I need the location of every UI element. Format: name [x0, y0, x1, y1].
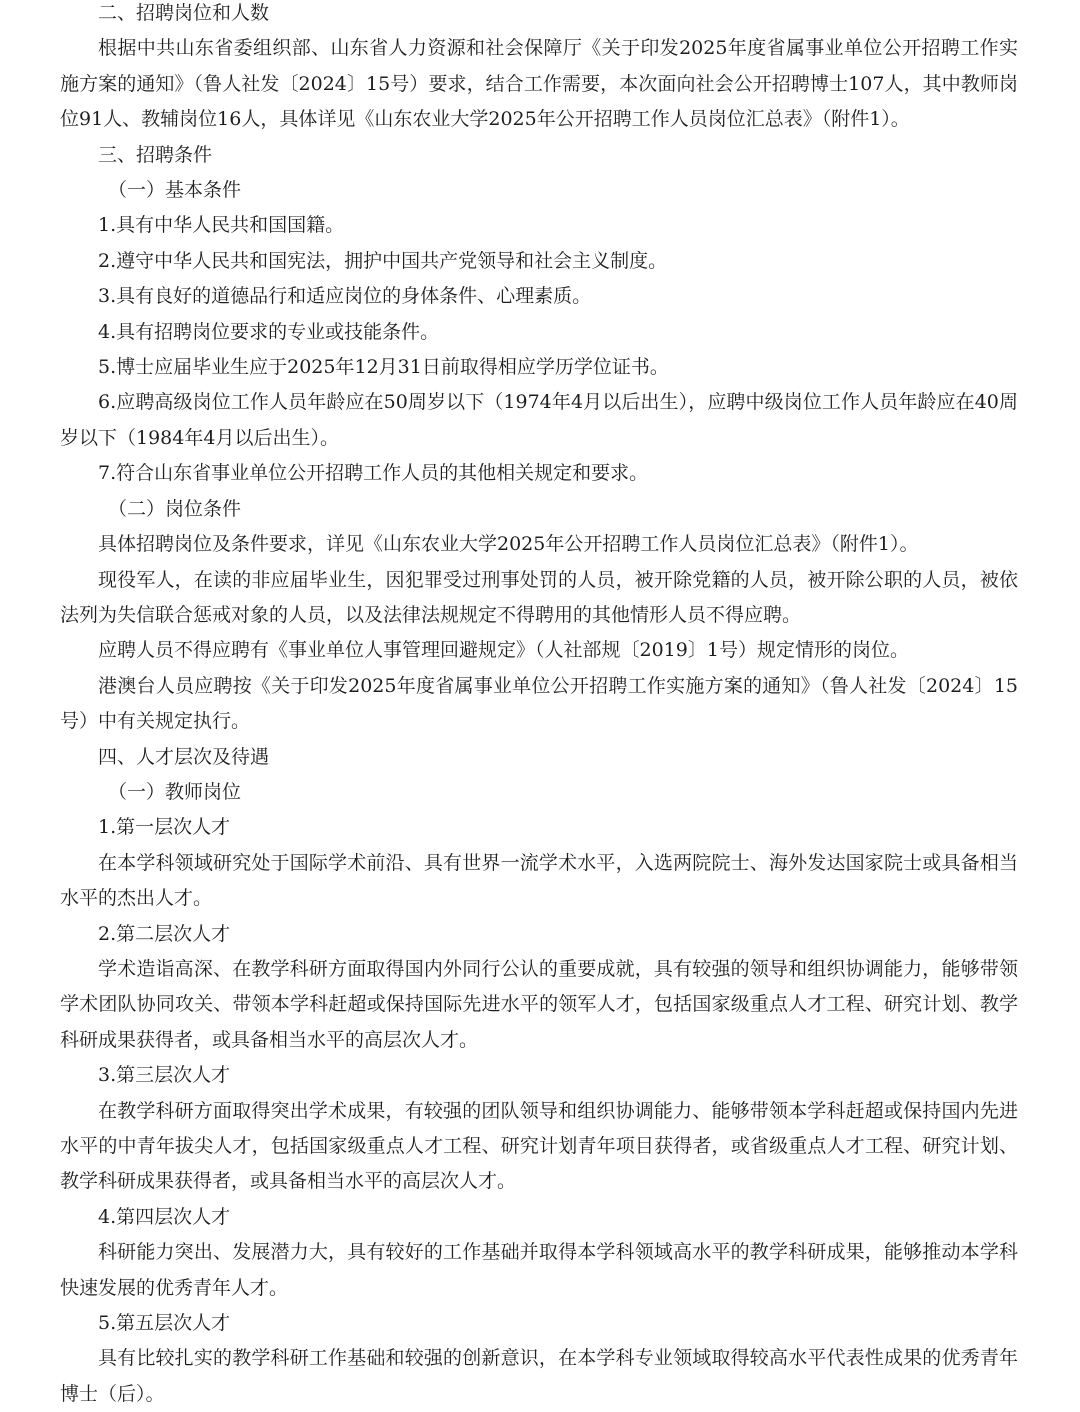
list-item: 1.具有中华人民共和国国籍。	[98, 214, 345, 237]
paragraph: 港澳台人员应聘按《关于印发2025年度省属事业单位公开招聘工作实施方案的通知》（鲁人社发〔2024〕15号）中有关规定执行。	[60, 674, 1018, 733]
paragraph: 具体招聘岗位及条件要求，详见《山东农业大学2025年公开招聘工作人员岗位汇总表》（附件1）。	[98, 533, 919, 556]
list-item: 4.具有招聘岗位要求的专业或技能条件。	[98, 320, 440, 343]
section-heading: 三、招聘条件	[98, 143, 213, 166]
list-item: 6.应聘高级岗位工作人员年龄应在50周岁以下（1974年4月以后出生），应聘中级岗位工作人员年龄应在40周岁以下（1984年4月以后出生）。	[60, 391, 1018, 449]
paragraph: 在教学科研方面取得突出学术成果，有较强的团队领导和组织协调能力、能够带领本学科赶超或保持国内先进水平的中青年拔尖人才，包括国家级重点人才工程、研究计划青年项目获得者，或省级重点人才工程、研究计划、教学科研成果获得者，或具备相当水平的高层次人才。	[60, 1099, 1018, 1193]
paragraph: 现役军人，在读的非应届毕业生，因犯罪受过刑事处罚的人员，被开除党籍的人员，被开除公职的人员，被依法列为失信联合惩戒对象的人员，以及法律法规规定不得聘用的其他情形人员不得应聘。	[60, 568, 1018, 626]
subsection-heading: （一）基本条件	[108, 179, 242, 202]
list-item: 2.第二层次人才	[98, 922, 231, 945]
list-item: 3.具有良好的道德品行和适应岗位的身体条件、心理素质。	[98, 285, 592, 308]
list-item: 7.符合山东省事业单位公开招聘工作人员的其他相关规定和要求。	[98, 462, 649, 485]
paragraph: 学术造诣高深、在教学科研方面取得国内外同行公认的重要成就，具有较强的领导和组织协调能力，能够带领学术团队协同攻关、带领本学科赶超或保持国际先进水平的领军人才，包括国家级重点人才工程、研究计划、教学科研成果获得者，或具备相当水平的高层次人才。	[60, 957, 1018, 1051]
list-item: 2.遵守中华人民共和国宪法，拥护中国共产党领导和社会主义制度。	[98, 249, 668, 272]
list-item: 4.第四层次人才	[98, 1205, 231, 1228]
list-item: 1.第一层次人才	[98, 816, 231, 839]
paragraph: 科研能力突出、发展潜力大，具有较好的工作基础并取得本学科领域高水平的教学科研成果，能够推动本学科快速发展的优秀青年人才。	[60, 1241, 1018, 1299]
list-item: 3.第三层次人才	[98, 1064, 231, 1087]
section-heading: 四、人才层次及待遇	[98, 745, 270, 768]
paragraph: 具有比较扎实的教学科研工作基础和较强的创新意识，在本学科专业领域取得较高水平代表性成果的优秀青年博士（后）。	[60, 1347, 1018, 1405]
section-heading: 二、招聘岗位和人数	[98, 2, 270, 24]
list-item: 5.第五层次人才	[98, 1312, 231, 1335]
paragraph: 在本学科领域研究处于国际学术前沿、具有世界一流学术水平，入选两院院士、海外发达国家院士或具备相当水平的杰出人才。	[60, 851, 1018, 910]
paragraph: 应聘人员不得应聘有《事业单位人事管理回避规定》（人社部规〔2019〕1号）规定情形的岗位。	[98, 639, 909, 662]
subsection-heading: （二）岗位条件	[108, 497, 242, 520]
paragraph: 根据中共山东省委组织部、山东省人力资源和社会保障厅《关于印发2025年度省属事业单位公开招聘工作实施方案的通知》（鲁人社发〔2024〕15号）要求，结合工作需要，本次面向社会公开招聘博士107人，其中教师岗位91人、教辅岗位16人，具体详见《山东农业大学2025年公开招聘工作人员岗位汇总表》（附件1）。	[60, 37, 1018, 131]
list-item: 5.博士应届毕业生应于2025年12月31日前取得相应学历学位证书。	[98, 356, 669, 379]
subsection-heading: （一）教师岗位	[108, 780, 242, 803]
